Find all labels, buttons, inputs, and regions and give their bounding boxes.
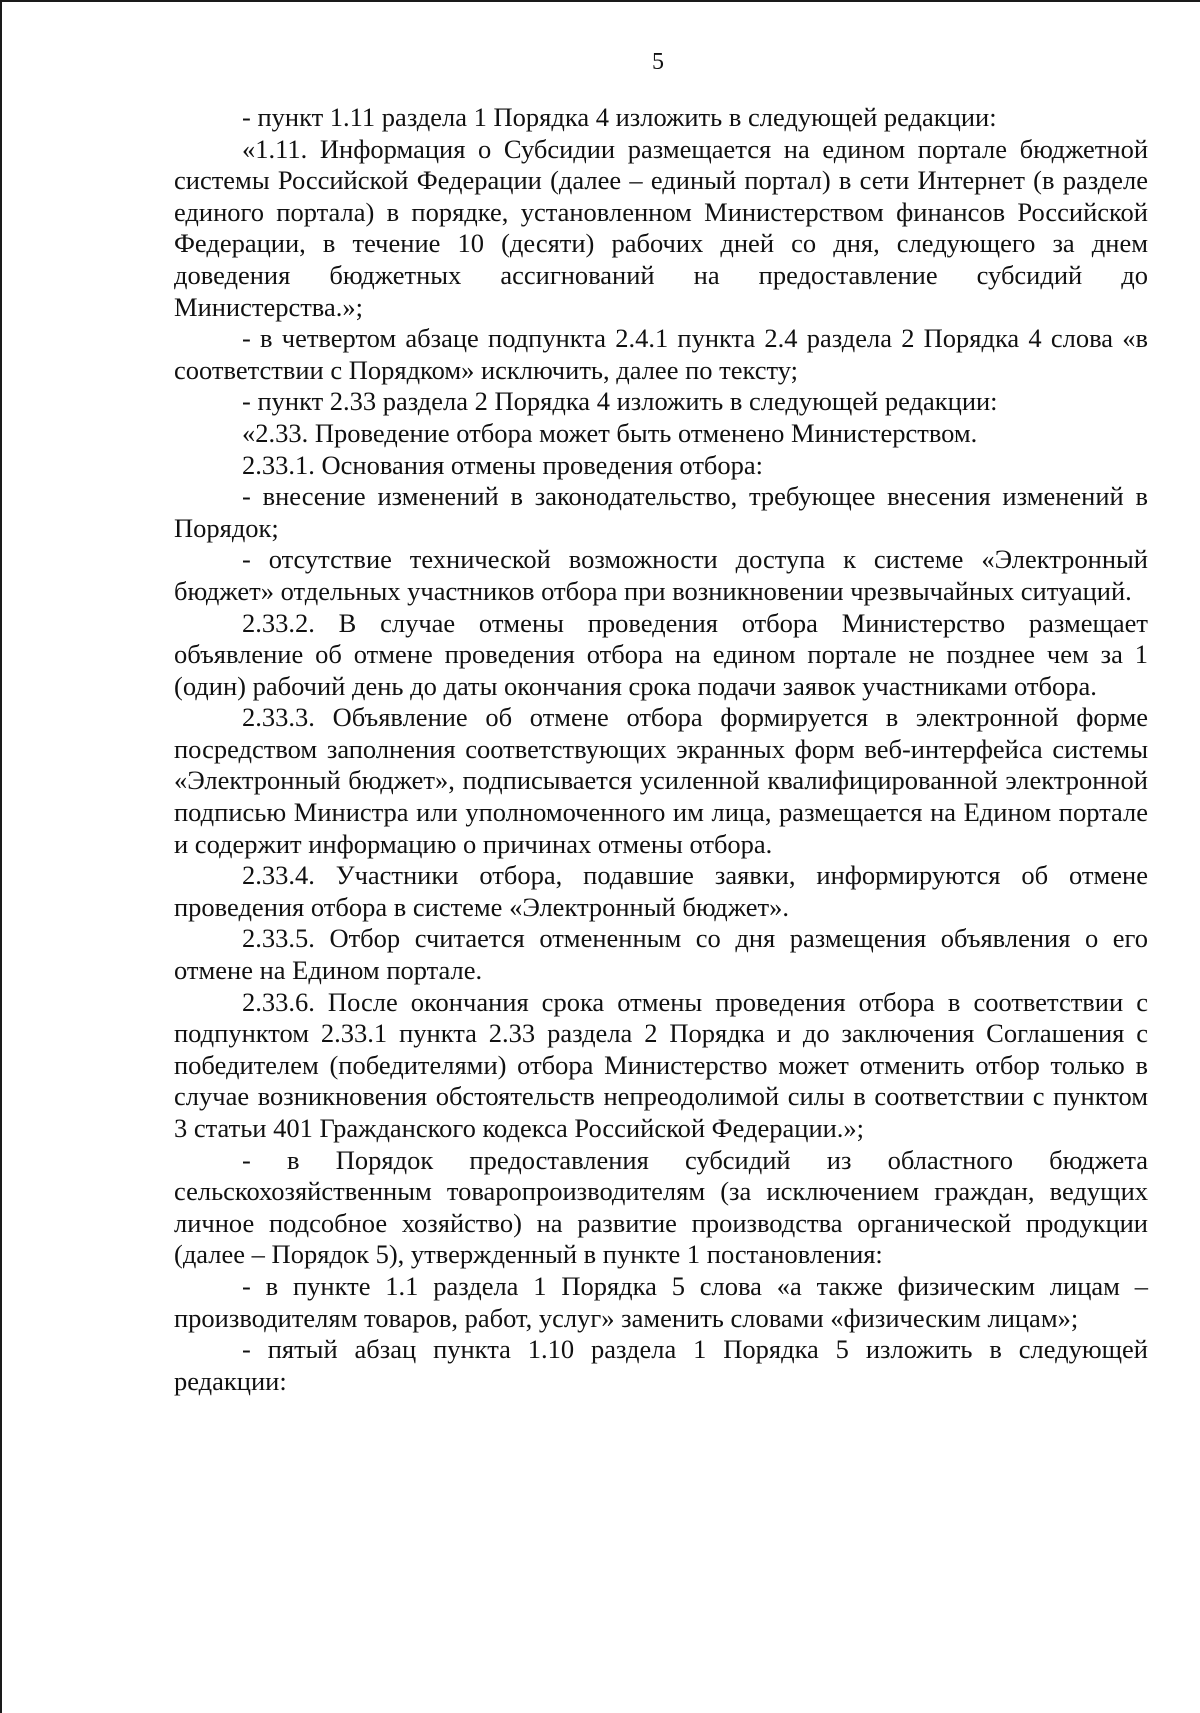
paragraph: 2.33.4. Участники отбора, подавшие заявки, информируются об отмене проведения отбора в системе «Электронный бюджет». bbox=[174, 860, 1148, 922]
paragraph: - пятый абзац пункта 1.10 раздела 1 Порядка 5 изложить в следующей редакции: bbox=[174, 1334, 1148, 1396]
paragraph: - в Порядок предоставления субсидий из областного бюджета сельскохозяйственным товаропроизводителям (за исключением граждан, ведущих личное подсобное хозяйство) на развитие производства органической продукции (далее – Порядок 5), утвержденный в пункте 1 постановления: bbox=[174, 1144, 1148, 1270]
scan-top-edge bbox=[0, 0, 1200, 2]
paragraph: «2.33. Проведение отбора может быть отменено Министерством. bbox=[242, 417, 978, 448]
paragraph: - пункт 2.33 раздела 2 Порядка 4 изложить в следующей редакции: bbox=[242, 386, 998, 417]
paragraph: 2.33.6. После окончания срока отмены проведения отбора в соответствии с подпунктом 2.33.1 пункта 2.33 раздела 2 Порядка и до заключения Соглашения с победителем (победителями) отбора Министерство может отменить отбор только в случае возникновения обстоятельств непреодолимой силы в соответствии с пунктом 3 статьи 401 Гражданского кодекса Российской Федерации.»; bbox=[174, 986, 1148, 1143]
scan-left-edge bbox=[0, 0, 2, 1713]
paragraph: 2.33.2. В случае отмены проведения отбора Министерство размещает объявление об отмене проведения отбора на едином портале не позднее чем за 1 (один) рабочий день до даты окончания срока подачи заявок участниками отбора. bbox=[174, 607, 1148, 701]
page-number: 5 bbox=[652, 49, 664, 75]
document-body bbox=[174, 102, 1148, 1397]
paragraph: - отсутствие технической возможности доступа к системе «Электронный бюджет» отдельных участников отбора при возникновении чрезвычайных ситуаций. bbox=[174, 544, 1148, 606]
paragraph: 2.33.1. Основания отмены проведения отбора: bbox=[242, 449, 764, 480]
paragraph: - пункт 1.11 раздела 1 Порядка 4 изложить в следующей редакции: bbox=[242, 102, 997, 132]
paragraph: - внесение изменений в законодательство, требующее внесения изменений в Порядок; bbox=[174, 481, 1148, 543]
paragraph: 2.33.5. Отбор считается отмененным со дня размещения объявления о его отмене на Едином портале. bbox=[174, 923, 1148, 986]
paragraph: 2.33.3. Объявление об отмене отбора формируется в электронной форме посредством заполнения соответствующих экранных форм веб-интерфейса системы «Электронный бюджет», подписывается усиленной квалифицированной электронной подписью Министра или уполномоченного им лица, размещается на Едином портале и содержит информацию о причинах отмены отбора. bbox=[174, 702, 1148, 859]
paragraph: «1.11. Информация о Субсидии размещается на едином портале бюджетной системы Российской Федерации (далее – единый портал) в сети Интернет (в разделе единого портала) в порядке, установленном Министерством финансов Российской Федерации, в течение 10 (десяти) рабочих дней со дня, следующего за днем доведения бюджетных ассигнований на предоставление субсидий до Министерства.»; bbox=[174, 133, 1148, 322]
paragraph: - в пункте 1.1 раздела 1 Порядка 5 слова «а также физическим лицам – производителям товаров, работ, услуг» заменить словами «физическим лицам»; bbox=[174, 1270, 1148, 1333]
paragraph: - в четвертом абзаце подпункта 2.4.1 пункта 2.4 раздела 2 Порядка 4 слова «в соответствии с Порядком» исключить, далее по тексту; bbox=[174, 323, 1148, 385]
